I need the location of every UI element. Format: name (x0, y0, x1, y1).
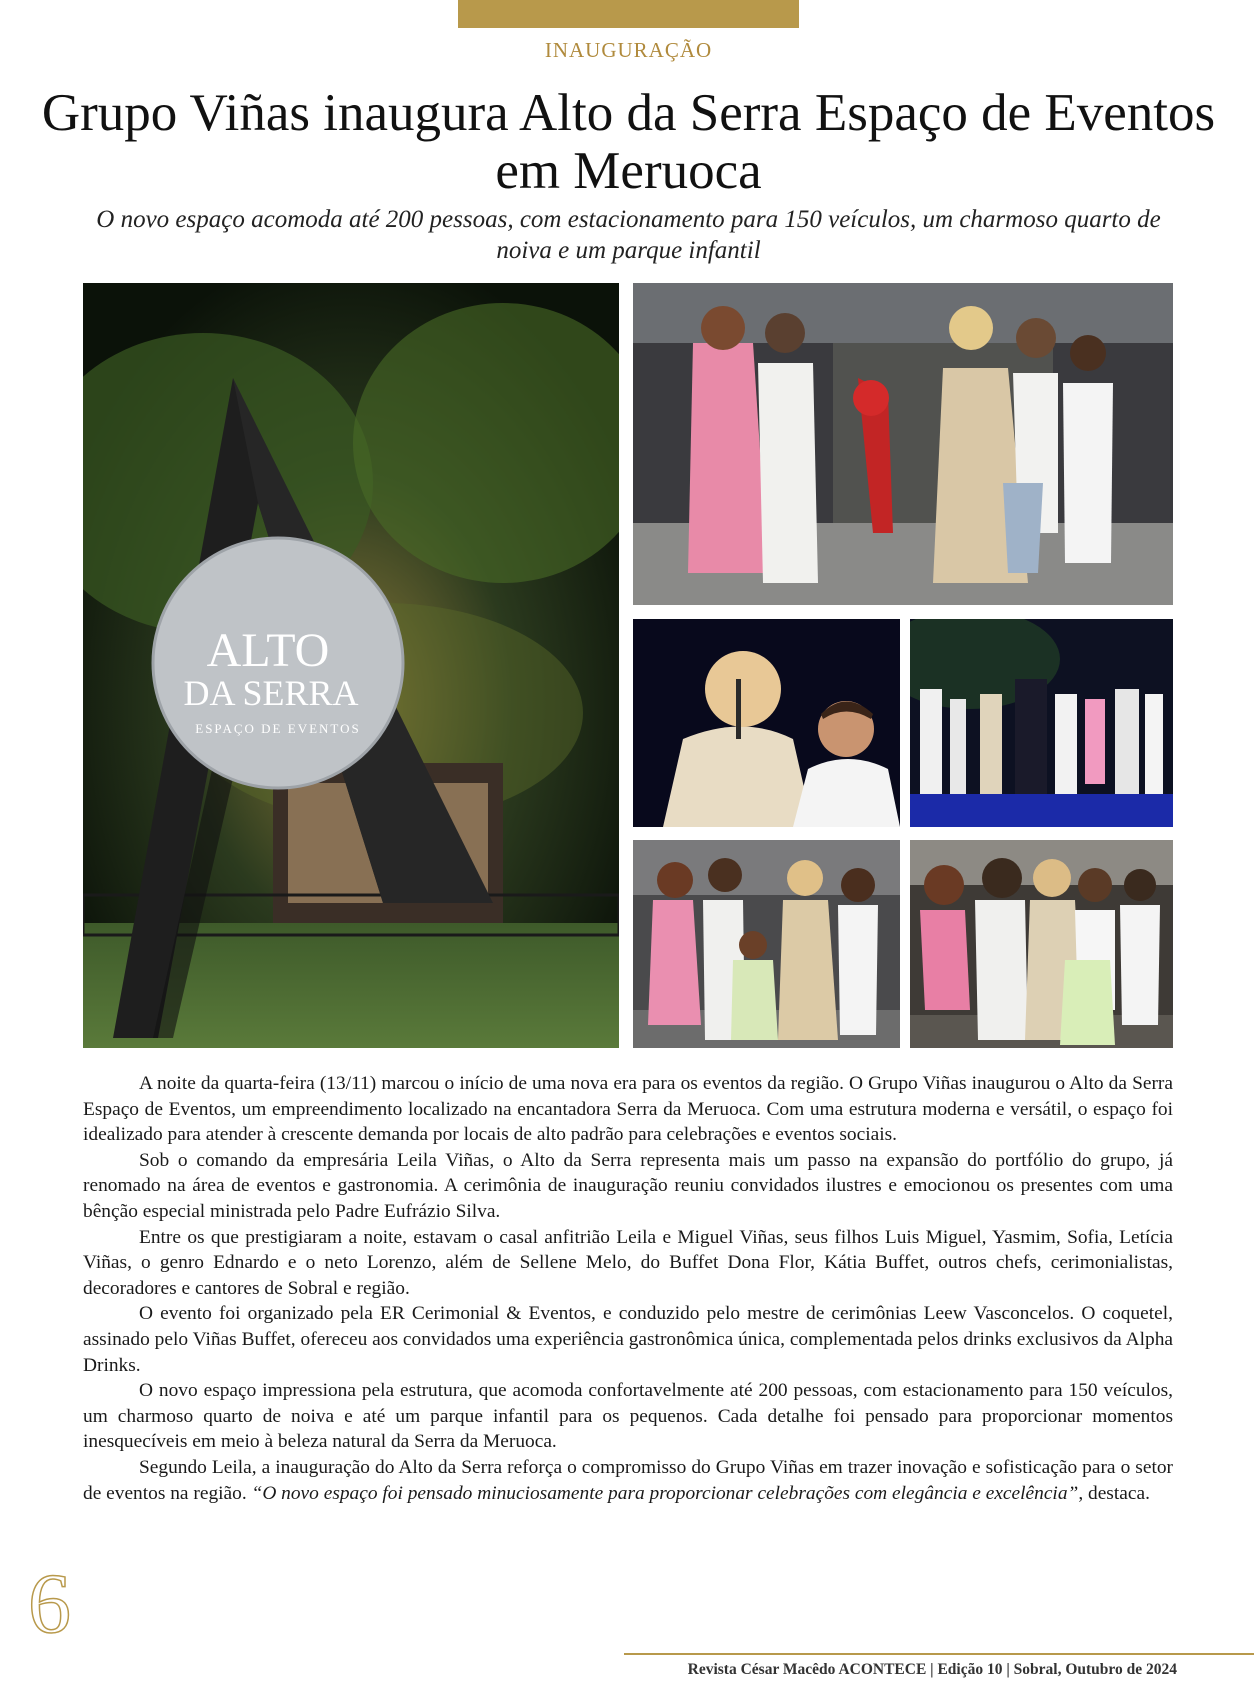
article-paragraph: O novo espaço impressiona pela estrutura, que acomoda confortavelmente até 200 pessoas, com estacionamento para 150 veículos, um charmoso quarto de noiva e até um parque infantil para os pequenos. Cada detalhe foi pensado para proporcionar momentos inesquecíveis em meio à beleza natural da Serra da Meruoca. (83, 1380, 1173, 1453)
article-text: Segundo Leila, a inauguração do Alto da Serra reforça o compromisso do Grupo Viñas em trazer inovação e sofisticação para o setor de eventos na região. (83, 1456, 1173, 1504)
photo-ribbon-cutting (633, 283, 1173, 605)
headline: Grupo Viñas inaugura Alto da Serra Espaço de Eventos em Meruoca (41, 84, 1216, 200)
article-body (83, 1071, 1173, 1506)
article-text-end: , destaca. (1078, 1482, 1150, 1504)
article-paragraph: A noite da quarta-feira (13/11) marcou o início de uma nova era para os eventos da região. O Grupo Viñas inaugurou o Alto da Serra Espaço de Eventos, um empreendimento localizado na encantadora Serra da Meruoca. Com uma estrutura moderna e versátil, o espaço foi idealizado para atender à crescente demanda por locais de alto padrão para celebrações e eventos sociais. (83, 1073, 1173, 1146)
top-accent-bar (458, 0, 799, 28)
photo-venue-sign (83, 283, 619, 1048)
section-label: INAUGURAÇÃO (544, 38, 713, 62)
logo-tagline-text: ESPAÇO DE EVENTOS (195, 721, 361, 736)
photo-toast (910, 840, 1173, 1048)
footer-divider (624, 1653, 1254, 1655)
page-number: 6 (28, 1555, 71, 1651)
article-quote: “O novo espaço foi pensado minuciosamente para proporcionar celebrações com elegância e excelência” (251, 1482, 1079, 1504)
photo-speech (633, 619, 900, 827)
footer-credit: Revista César Macêdo ACONTECE | Edição 10 | Sobral, Outubro de 2024 (687, 1661, 1177, 1678)
article-paragraph: O evento foi organizado pela ER Cerimonial & Eventos, e conduzido pelo mestre de cerimônias Leew Vasconcelos. O coquetel, assinado pelo Viñas Buffet, ofereceu aos convidados uma experiência gastronômica única, complementada pelos drinks exclusivos da Alpha Drinks. (83, 1303, 1173, 1376)
logo-line1-text: ALTO (206, 624, 330, 677)
logo-line2-text: DA SERRA (183, 673, 359, 713)
subheadline: O novo espaço acomoda até 200 pessoas, com estacionamento para 150 veículos, um charmoso quarto de noiva e um parque infantil (96, 206, 1161, 264)
photo-family-group (633, 840, 900, 1048)
article-paragraph: Sob o comando da empresária Leila Viñas, o Alto da Serra representa mais um passo na expansão do portfólio do grupo, já renomado na área de eventos e gastronomia. A cerimônia de inauguração reuniu convidados ilustres e emocionou os presentes com uma bênção especial ministrada pelo Padre Eufrázio Silva. (83, 1149, 1173, 1222)
article-paragraph-last (83, 1455, 1173, 1506)
article-paragraph: Entre os que prestigiaram a noite, estavam o casal anfitrião Leila e Miguel Viñas, seus filhos Luis Miguel, Yasmim, Sofia, Letícia Viñas, o genro Ednardo e o neto Lorenzo, além de Sellene Melo, do Buffet Dona Flor, Kátia Buffet, outros chefs, cerimonialistas, decoradores e cantores de Sobral e região. (83, 1226, 1173, 1299)
photo-blessing (910, 619, 1173, 827)
